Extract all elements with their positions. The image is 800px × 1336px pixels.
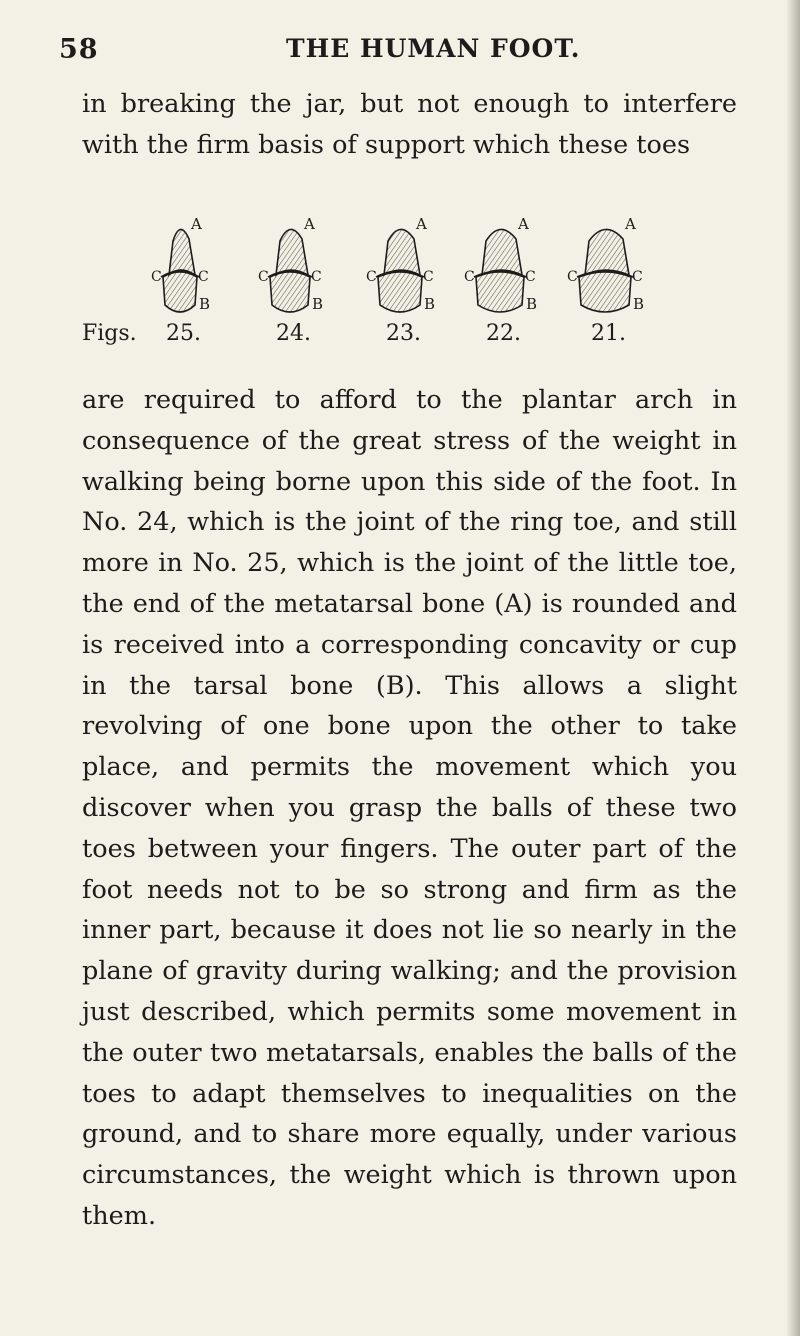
joint-figure-3 (366, 215, 435, 313)
label-c-right: C (311, 269, 322, 285)
metatarsal-bone-shape (482, 229, 522, 275)
figure-number-2: 24. (276, 321, 311, 346)
metatarsal-bone-shape (169, 229, 195, 275)
label-b: B (526, 295, 538, 313)
figure-number-3: 23. (386, 321, 421, 346)
figure-number-5: 21. (591, 321, 626, 346)
joint-figure-4 (464, 215, 537, 313)
joint-figure-1 (151, 215, 210, 313)
label-a: A (416, 215, 427, 233)
figure-number-1: 25. (166, 321, 201, 346)
label-b: B (633, 295, 645, 313)
label-c-left: C (366, 269, 377, 285)
label-a: A (625, 215, 636, 233)
joint-figure-5 (567, 215, 644, 313)
paragraph-2: are required to afford to the plantar arch in consequence of the great stress of the weight in walking being borne upon this side of the foot. In No. 24, which is the joint of the ring toe, and still more in No. 25, which is the joint of the little toe, the end of the metatarsal bone (A) is rounded and is received into a corresponding concavity or cup in the tarsal bone (B). This allows a slight revolving of one bone upon the other to take place, and permits the movement which you discover when you grasp the balls of these two toes between your fingers. The outer part of the foot needs not to be so strong and firm as the inner part, because it does not lie so nearly in the plane of gravity during walking; and the provision just described, which permits some movement in the outer two metatarsals, enables the balls of the toes to adapt themselves to inequalities on the ground, and to share more equally, under various circumstances, the weight which is thrown upon them. (82, 385, 737, 1231)
metatarsal-bone-shape (384, 229, 420, 275)
tarsal-bone-shape (476, 272, 524, 312)
figure-prefix: Figs. (82, 321, 137, 346)
tarsal-bone-shape (378, 272, 422, 312)
joint-drawings (151, 215, 644, 313)
tarsal-bone-shape (579, 272, 631, 312)
label-c-left: C (258, 269, 269, 285)
page-edge-shadow (786, 0, 800, 1336)
label-c-left: C (567, 269, 578, 285)
label-c-right: C (525, 269, 536, 285)
label-c-left: C (151, 269, 162, 285)
page-number: 58 (59, 34, 99, 65)
label-c-right: C (198, 269, 209, 285)
running-head: THE HUMAN FOOT. (286, 34, 581, 63)
label-c-left: C (464, 269, 475, 285)
label-b: B (199, 295, 211, 313)
metatarsal-bone-shape (276, 229, 308, 275)
joint-figure-2 (258, 215, 323, 313)
label-c-right: C (423, 269, 434, 285)
metatarsal-bone-shape (585, 229, 629, 275)
figure-bone-joints (82, 205, 750, 365)
label-a: A (304, 215, 315, 233)
label-b: B (424, 295, 436, 313)
tarsal-bone-shape (270, 272, 310, 312)
figure-number-labels (82, 321, 626, 346)
figure-svg (82, 205, 750, 365)
page-header (0, 34, 800, 74)
label-c-right: C (632, 269, 643, 285)
figure-number-4: 22. (486, 321, 521, 346)
paragraph-1: in breaking the jar, but not enough to interfere with the firm basis of support which these toes (82, 89, 737, 160)
label-b: B (312, 295, 324, 313)
label-a: A (518, 215, 529, 233)
label-a: A (191, 215, 202, 233)
tarsal-bone-shape (163, 272, 197, 312)
